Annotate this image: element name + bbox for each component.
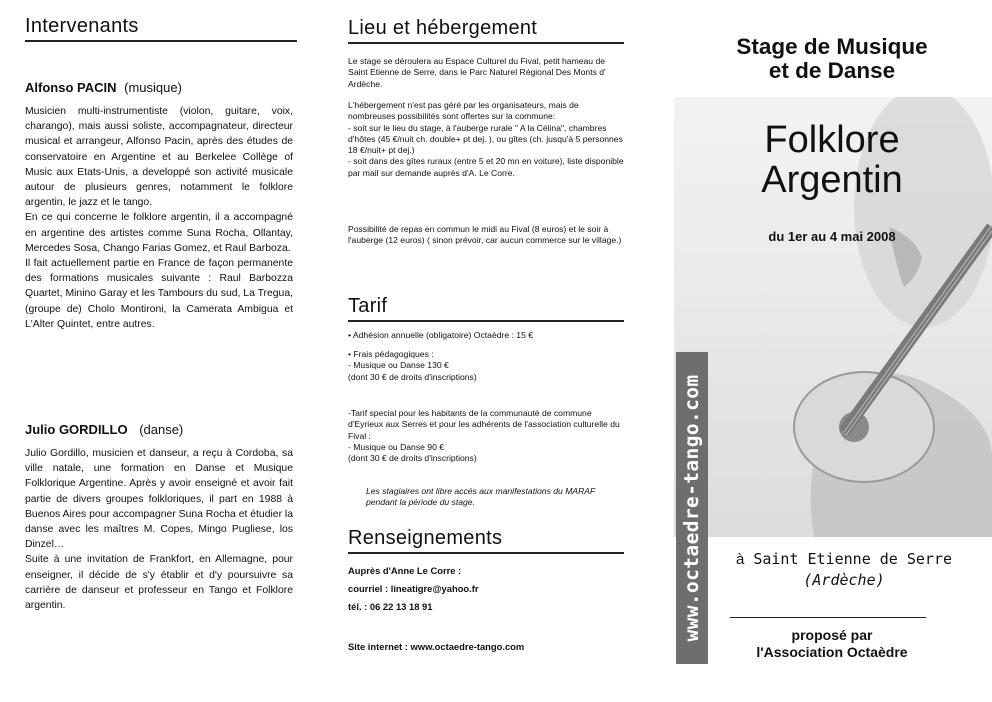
organizer-line-2: l'Association Octaèdre: [756, 644, 908, 660]
stage-title-line-2: et de Danse: [768, 58, 896, 83]
julio-heading: [25, 422, 183, 437]
alfonso-name: Alfonso PACIN: [25, 80, 117, 95]
location-town: Saint Etienne de Serre: [753, 550, 953, 568]
website-side-banner: [676, 352, 708, 664]
divider-line: [730, 617, 926, 618]
location-prefix: à: [735, 551, 745, 568]
alfonso-role: (musique): [124, 80, 182, 95]
intervenants-title: Intervenants: [25, 14, 297, 42]
lieu-paragraph-2: L'hébergement n'est pas géré par les organisateurs, mais de nombreuses possibilités sont offertes sur la commune: - soit sur le lieu du stage, à l'auberge rurale " A la Célina", chambres d'hôtes (45 €/nuit ch. double+ pt dej. ), ou gîtes (ch. jusqu'à 5 personnes 18 €/nuit+ pt dej.) - soit dans des gîtes ruraux (entre 5 et 20 mn en voiture), liste disponible par mail sur demande auprès d'A. Le Corre.: [348, 100, 624, 178]
contact-website: Site internet : www.octaedre-tango.com: [348, 641, 525, 652]
tarif-note: Les stagiaires ont libre accés aux manifestations du MARAF pendant la période du stage.: [366, 486, 596, 508]
lieu-paragraph-3: Possibilité de repas en commun le midi au Fival (8 euros) et le soir à l'auberge (12 euros) ( sinon prévoir, car aucun commerce sur le village.): [348, 224, 622, 246]
julio-bio: Julio Gordillo, musicien et danseur, a reçu à Cordoba, sa ville natale, une formation en Danse et Musique Folklorique Argentine. Après y avoir enseigné et avoir fait partie de divers groupes folkloriques, il part en 1988 à Buenos Aires pour accompagner Suna Rocha et étudier la danse avec les maîtres M. Copes, Mingo Pugliese, los Dinzel… Suite à une invitation de Frankfort, en Allemagne, pour enseigner, il décide de s'y établir et d'y poursuivre sa carrière de danseur et professeur en Tango et Folklore argentin.: [25, 448, 294, 612]
contact-phone: tél. : 06 22 13 18 91: [348, 601, 433, 612]
cover-column: [672, 0, 992, 702]
stage-title: [672, 35, 992, 83]
renseignements-title: Renseignements: [348, 526, 624, 554]
julio-role: (danse): [139, 422, 184, 437]
tarif-frais: • Frais pédagogiques : - Musique ou Danse 130 € (dont 30 € de droits d'inscriptions): [348, 349, 477, 382]
stage-location: [684, 549, 992, 590]
folklore-title: [672, 120, 992, 200]
alfonso-bio: Musicien multi-instrumentiste (violon, guitare, voix, charango), mais aussi soliste, accompagnateur, directeur musical et arrangeur, Alfonso Pacin, après des études de conservatoire en Argentine et au Berkelee Collège of Music aux Etats-Unis, a developpé son activité musicale autour de plusieurs genres, notamment le folklore argentin, le jazz et le tango. En ce qui concerne le folklore argentin, il a accompagné en argentine des artistes comme Suna Rocha, Ollantay, Mercedes Sosa, Chango Farias Gomez, et Raul Barboza. Il fait actuellement partie en France de façon permanente des formations musicales suivante : Raul Barbozza Quartet, Minino Garay et les Tambours du sud, La Tregua, (groupe de) Cholo Montironi, la Camerata Ambigua et L'Alter Quintet, entre autres.: [25, 106, 293, 330]
lieu-title: Lieu et hébergement: [348, 16, 624, 44]
contact-aupres: Auprès d'Anne Le Corre :: [348, 565, 462, 576]
lieu-paragraph-1: Le stage se déroulera au Espace Culturel du Fival, petit hameau de Saint Etienne de Serre, dans le Parc Naturel Régional Des Monts d' Ardèche.: [348, 56, 606, 89]
location-region: (Ardèche): [803, 571, 885, 589]
contact-email: courriel : lineatigre@yahoo.fr: [348, 583, 479, 594]
stage-dates: du 1er au 4 mai 2008: [768, 229, 896, 244]
folklore-title-line-1: Folklore: [764, 119, 900, 161]
website-side-text: www.octaedre-tango.com: [680, 374, 703, 642]
folklore-title-line-2: Argentin: [761, 159, 903, 201]
tarif-title: Tarif: [348, 294, 624, 322]
alfonso-heading: [25, 80, 182, 95]
organizer: [672, 627, 992, 661]
tarif-adhesion: • Adhésion annuelle (obligatoire) Octaèdre : 15 €: [348, 330, 534, 340]
julio-name: Julio GORDILLO: [25, 422, 128, 437]
tarif-special: -Tarif special pour les habitants de la communauté de commune d'Eyrieux aux Serres et pour les adhérents de l'association culturelle du Fival : - Musique ou Danse 90 € (dont 30 € de droits d'inscriptions): [348, 408, 620, 464]
organizer-line-1: proposé par: [791, 627, 873, 643]
stage-title-line-1: Stage de Musique: [736, 34, 928, 59]
